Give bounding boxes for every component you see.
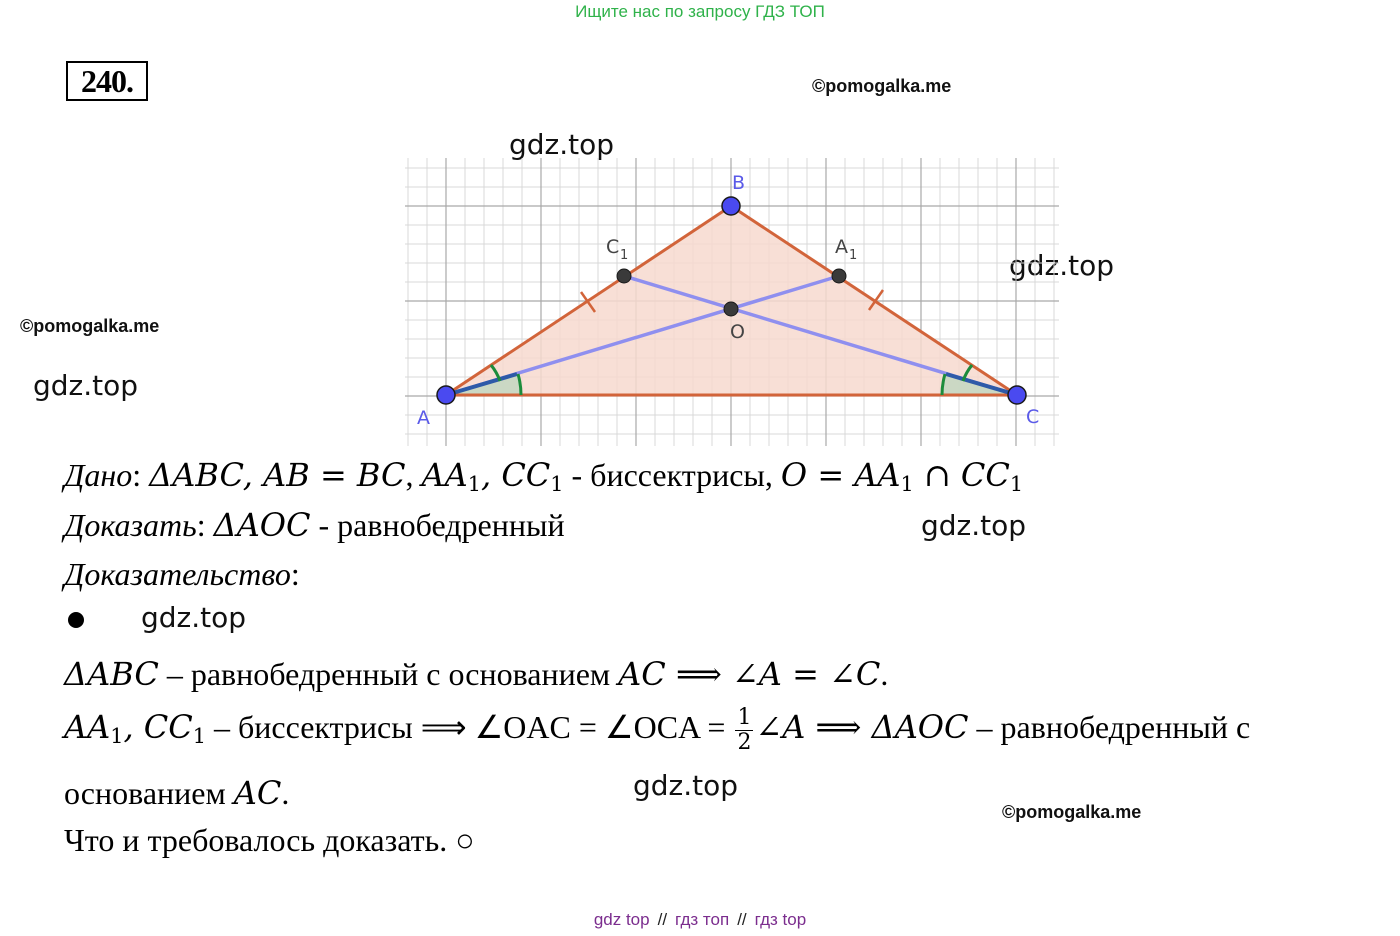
watermark-pomogalka-top: ©pomogalka.me: [812, 76, 952, 96]
footer-sep-2: //: [737, 910, 747, 929]
label-c1: C: [606, 236, 620, 258]
label-a: A: [417, 407, 430, 429]
given-sub4: 1: [1009, 472, 1024, 497]
given-label: Дано: [64, 457, 133, 493]
given-bisectors: - биссектрисы,: [563, 457, 781, 493]
prove-rest: - равнобедренный: [310, 507, 565, 543]
proof-heading: [64, 556, 300, 593]
watermark-pomogalka-bottom: ©pomogalka.me: [1002, 802, 1142, 822]
line1-ac: AC: [618, 655, 666, 693]
given-aa: AA: [421, 456, 468, 494]
vertex-c: [1008, 386, 1026, 404]
label-a1: A: [835, 236, 848, 258]
line2-aa: AA: [64, 707, 111, 746]
line2-angle: ∠A ⟹ ΔAOC: [755, 707, 969, 746]
vertex-b: [722, 197, 740, 215]
footer-link-2[interactable]: гдз топ: [675, 910, 730, 929]
proof-line-1: [64, 655, 888, 693]
line1-text: – равнобедренный с основанием: [158, 656, 619, 692]
given-sub3: 1: [900, 472, 914, 497]
fraction-denominator: 2: [737, 730, 752, 755]
line3-ac: AC: [233, 774, 282, 812]
proof-line-2: [64, 706, 1250, 755]
given-cc: , CC: [480, 456, 551, 494]
prove-line: [64, 506, 565, 544]
watermark-gdz-6: gdz.top: [633, 769, 739, 802]
top-banner[interactable]: Ищите нас по запросу ГДЗ ТОП: [575, 2, 825, 21]
label-c: C: [1026, 406, 1040, 428]
line4-text: Что и требовалось доказать. ○: [64, 822, 475, 858]
line3-text: основанием: [64, 775, 234, 811]
line2-text: – биссектрисы ⟹ ∠OAC = ∠OCA =: [206, 708, 734, 745]
vertex-a: [437, 386, 455, 404]
footer-links: [0, 910, 1400, 930]
problem-number: 240.: [66, 61, 148, 101]
point-o: [724, 302, 738, 316]
label-c1-sub: 1: [620, 248, 629, 263]
footer-sep-1: //: [657, 910, 668, 929]
point-c1: [617, 269, 631, 283]
label-o: O: [730, 321, 745, 343]
given-triangle: ΔABC, AB = BC: [149, 456, 406, 494]
proof-colon: :: [290, 556, 300, 592]
given-sub2: 1: [550, 472, 564, 497]
triangle-figure: [405, 158, 1061, 448]
given-line: [64, 456, 1023, 496]
prove-sep: :: [196, 507, 214, 543]
proof-line-4: [64, 822, 475, 859]
bullet-point: [68, 612, 84, 628]
line2-rest: – равнобедренный с: [968, 708, 1251, 745]
watermark-pomogalka-left: ©pomogalka.me: [20, 316, 160, 336]
line2-cc: , CC: [123, 707, 193, 746]
footer-link-3[interactable]: гдз top: [754, 910, 807, 929]
given-o: O = AA: [780, 456, 901, 494]
line2-sub2: 1: [192, 724, 206, 749]
line1-implication: ⟹ ∠A = ∠C: [665, 655, 881, 693]
watermark-gdz-3: gdz.top: [33, 369, 139, 402]
prove-triangle: ΔAOC: [213, 506, 311, 544]
line2-sub1: 1: [110, 724, 124, 749]
watermark-gdz-2: gdz.top: [1009, 249, 1115, 282]
given-comma: ,: [405, 457, 422, 493]
given-sub1: 1: [467, 472, 481, 497]
label-b: B: [732, 172, 746, 194]
watermark-gdz-1: gdz.top: [509, 128, 615, 161]
line1-dot: .: [880, 656, 889, 692]
fraction-numerator: 1: [737, 705, 752, 730]
line1-triangle: ΔABC: [64, 655, 159, 693]
prove-label: Доказать: [64, 507, 197, 543]
proof-label: Доказательство: [64, 556, 291, 592]
watermark-gdz-5: gdz.top: [141, 601, 247, 634]
proof-line-3: [64, 774, 289, 812]
point-a1: [832, 269, 846, 283]
footer-link-1[interactable]: gdz top: [593, 910, 650, 929]
given-sep: :: [132, 457, 150, 493]
line3-dot: .: [281, 775, 290, 811]
fraction-half: [735, 706, 753, 755]
watermark-gdz-4: gdz.top: [921, 509, 1027, 542]
label-a1-sub: 1: [849, 248, 858, 263]
given-cap: ∩ CC: [913, 456, 1010, 494]
